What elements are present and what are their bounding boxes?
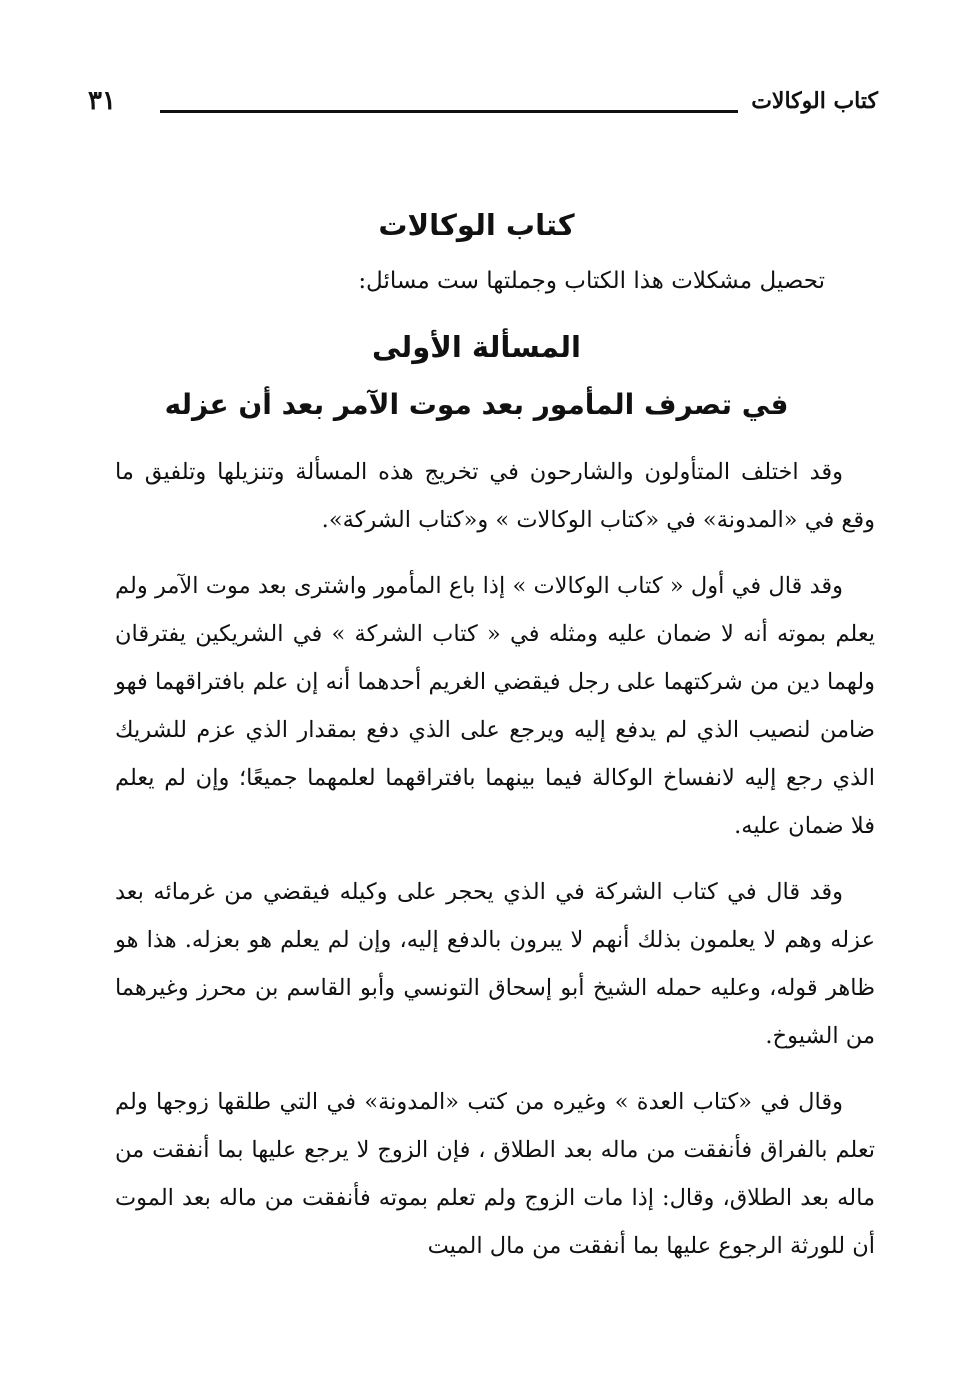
paragraph-4: وقال في «كتاب العدة » وغيره من كتب «المدونة» في التي طلقها زوجها ولم تعلم بالفراق فأنفقت من ماله بعد الطلاق ، فإن الزوج لا يرجع عليها بما أنفقت من ماله بعد الطلاق، وقال: إذا مات الزوج ولم تعلم بموته فأنفقت من ماله بعد الموت أن للورثة الرجوع عليها بما أنفقت من مال الميت	[115, 1089, 875, 1259]
body-text	[115, 448, 875, 1288]
issue-subtitle: في تصرف المأمور بعد موت الآمر بعد أن عزله	[164, 388, 789, 421]
book-title: كتاب الوكالات	[378, 208, 575, 242]
issue-title: المسألة الأولى	[371, 330, 582, 364]
running-header	[88, 88, 878, 128]
intro-line: تحصيل مشكلات هذا الكتاب وجملتها ست مسائل:	[358, 268, 825, 294]
paragraph-3: وقد قال في كتاب الشركة في الذي يحجر على وكيله فيقضي من غرمائه بعد عزله وهم لا يعلمون بذلك أنهم لا يبرون بالدفع إليه، وإن لم يعلم هو بعزله. هذا هو ظاهر قوله، وعليه حمله الشيخ أبو إسحاق التونسي وأبو القاسم بن محرز وغيرهما من الشيوخ.	[115, 879, 875, 1049]
paragraph-1: وقد اختلف المتأولون والشارحون في تخريج هذه المسألة وتنزيلها وتلفيق ما وقع في «المدونة» في «كتاب الوكالات » و«كتاب الشركة».	[115, 459, 875, 533]
page-number: ٣١	[88, 86, 116, 116]
header-rule	[160, 110, 738, 113]
running-header-title: كتاب الوكالات	[751, 88, 878, 114]
paragraph-2: وقد قال في أول « كتاب الوكالات » إذا باع المأمور واشترى بعد موت الآمر ولم يعلم بموته أنه لا ضمان عليه ومثله في « كتاب الشركة » في الشريكين يفترقان ولهما دين من شركتهما على رجل فيقضي الغريم أحدهما أنه إن علم بافتراقهما فهو ضامن لنصيب الذي لم يدفع إليه ويرجع على الذي دفع بمقدار الذي عزم للشريك الذي رجع إليه لانفساخ الوكالة فيما بينهما بافتراقهما لعلمهما جميعًا؛ وإن لم يعلم فلا ضمان عليه.	[115, 573, 875, 839]
